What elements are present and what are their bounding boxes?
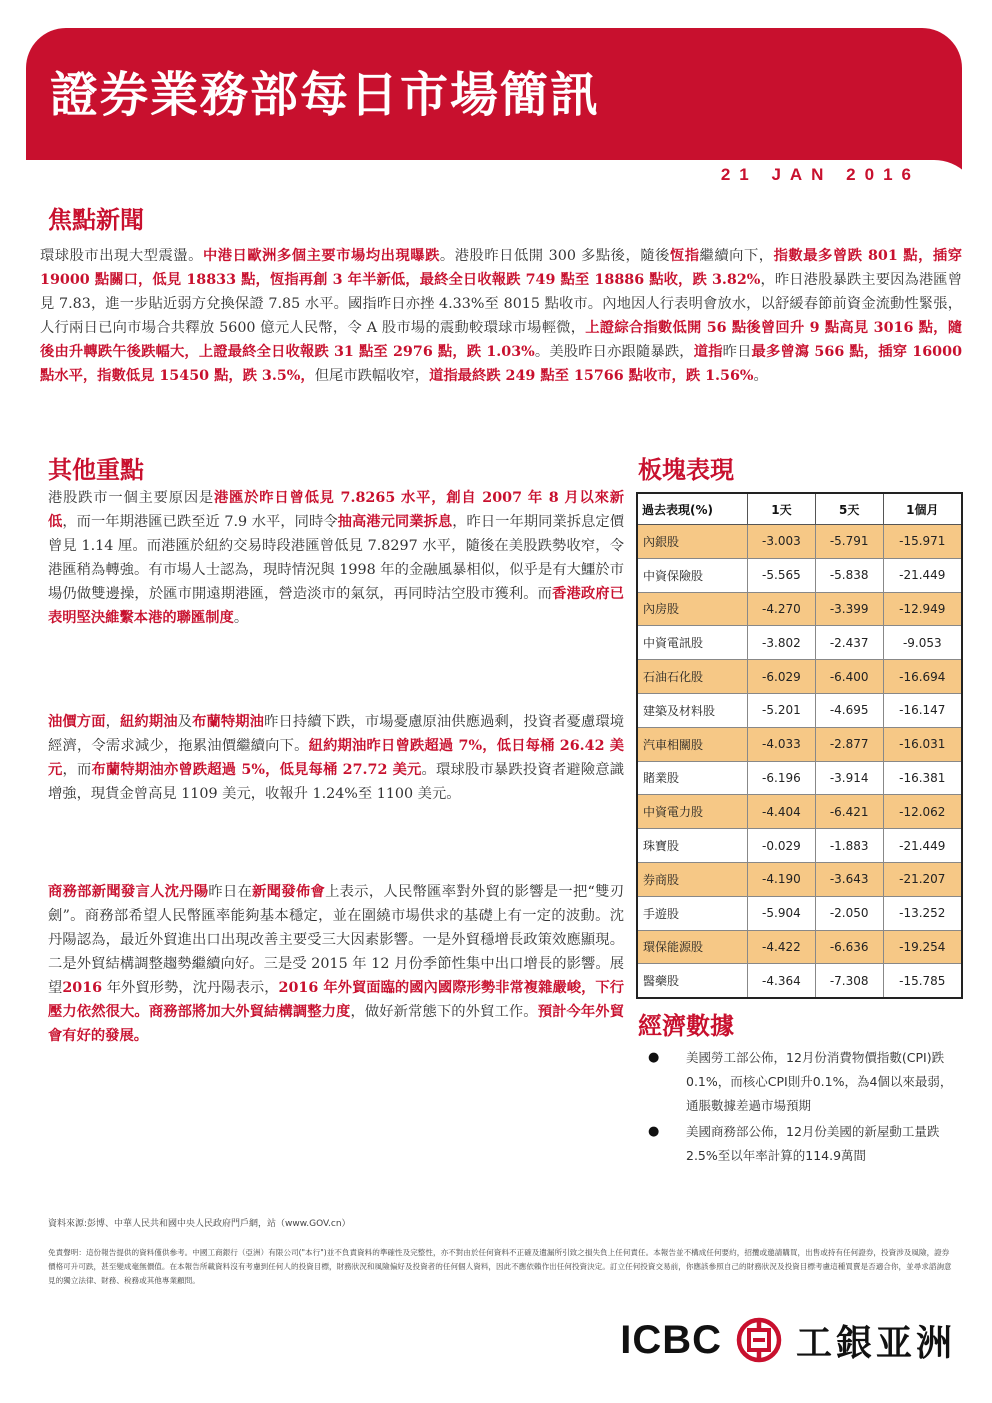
sector-name: 石油石化股 bbox=[637, 660, 748, 694]
sector-performance-heading: 板塊表現 bbox=[638, 456, 734, 484]
sector-value: -21.207 bbox=[883, 862, 962, 896]
other-highlights-p2 bbox=[48, 710, 624, 806]
body-text: ， bbox=[105, 714, 121, 730]
sector-name: 手遊股 bbox=[637, 896, 748, 930]
sector-value: -4.695 bbox=[815, 693, 883, 727]
sector-value: -6.421 bbox=[815, 795, 883, 829]
body-text: 。港股昨日低開 300 多點後，隨後 bbox=[439, 248, 670, 264]
sector-value: -2.877 bbox=[815, 727, 883, 761]
sector-value: -4.422 bbox=[748, 930, 816, 964]
other-highlights-heading: 其他重點 bbox=[48, 456, 144, 484]
sector-name: 賭業股 bbox=[637, 761, 748, 795]
highlight-text: 紐約期油昨日曾跌超過 7%，低日每桶 26.42 美元 bbox=[48, 738, 625, 778]
body-text: 港股跌市一個主要原因是 bbox=[48, 490, 215, 506]
sector-value: -5.791 bbox=[815, 525, 883, 559]
sector-value: -3.802 bbox=[748, 626, 816, 660]
sector-value: -3.399 bbox=[815, 592, 883, 626]
body-text: ，做好新常態下的外貿工作。 bbox=[350, 1004, 538, 1020]
sector-value: -15.971 bbox=[883, 525, 962, 559]
highlight-text: 紐約期油 bbox=[120, 714, 178, 730]
sector-name: 醫藥股 bbox=[637, 964, 748, 998]
table-row bbox=[637, 896, 962, 930]
highlight-text: 布蘭特期油 bbox=[192, 714, 265, 730]
sector-value: -19.254 bbox=[883, 930, 962, 964]
highlight-text: 布蘭特期油亦曾跌超過 5%，低見每桶 27.72 美元 bbox=[91, 762, 422, 778]
sector-name: 券商股 bbox=[637, 862, 748, 896]
column-header: 5天 bbox=[815, 493, 883, 525]
sector-value: -16.381 bbox=[883, 761, 962, 795]
highlight-text: 恆指 bbox=[669, 248, 700, 264]
list-item: ● 美國勞工部公佈，12月份消費物價指數(CPI)跌0.1%，而核心CPI則升0.1%，為4個以來最弱，通脹數據差過市場預期 bbox=[648, 1046, 964, 1118]
focus-news-body bbox=[40, 244, 962, 388]
table-row bbox=[637, 660, 962, 694]
sector-name: 環保能源股 bbox=[637, 930, 748, 964]
body-text: ，昨日一年期同業拆息定價曾見 1.14 厘。而港匯於紐約交易時段港匯曾低見 7.8297 水平，隨後在美股跌勢收窄，令港匯稍為轉強。有市場人士認為，現時情況與 1998 年的金融風暴相似，似乎是有大鱷於市場仍做雙邊操，於匯市開遠期港匯，營造淡市的氣氛，再同時沽空股市獲利。而 bbox=[48, 514, 625, 602]
highlight-text: 道指最終跌 249 點至 15766 點收市，跌 1.56% bbox=[429, 368, 754, 384]
economic-data-list bbox=[648, 1046, 964, 1170]
body-text: 環球股市出現大型震盪。 bbox=[40, 248, 203, 264]
body-text: 上表示，人民幣匯率對外貿的影響是一把“雙刃劍”。商務部希望人民幣匯率能夠基本穩定，並在圍繞市場供求的基礎上有一定的波動。沈丹陽認為，最近外貿進出口出現改善主要受三大因素影響。一是外貿穩增長政策效應顯現。二是外貿結構調整趨勢繼續向好。三是受 2015 年 12 月份季節性集中出口增長的影響。展望 bbox=[48, 884, 625, 996]
body-text: 但尾市跌幅收窄， bbox=[314, 368, 430, 384]
sector-performance-table bbox=[636, 492, 963, 999]
sector-value: -1.883 bbox=[815, 829, 883, 863]
sector-name: 建築及材料股 bbox=[637, 693, 748, 727]
highlight-text: 2016 bbox=[62, 980, 103, 996]
sector-value: -5.565 bbox=[748, 558, 816, 592]
table-header-row bbox=[637, 493, 962, 525]
highlight-text: 預計今年外貿會有好的發展。 bbox=[48, 1004, 624, 1044]
sector-value: -0.029 bbox=[748, 829, 816, 863]
sector-value: -21.449 bbox=[883, 829, 962, 863]
table-row bbox=[637, 829, 962, 863]
table-row bbox=[637, 525, 962, 559]
highlight-text: 港匯於昨日曾低見 7.8265 水平，創自 2007 年 8 月以來新低 bbox=[48, 490, 624, 530]
sector-value: -3.643 bbox=[815, 862, 883, 896]
sector-name: 珠寶股 bbox=[637, 829, 748, 863]
sector-value: -3.914 bbox=[815, 761, 883, 795]
sector-value: -5.904 bbox=[748, 896, 816, 930]
sector-value: -4.270 bbox=[748, 592, 816, 626]
sector-value: -12.062 bbox=[883, 795, 962, 829]
table-row bbox=[637, 626, 962, 660]
table-row bbox=[637, 795, 962, 829]
sector-name: 中資電力股 bbox=[637, 795, 748, 829]
disclaimer: 免責聲明：這份報告提供的資料僅供參考。中國工商銀行（亞洲）有限公司("本行")並不負責資料的準確性及完整性，亦不對由於任何資料不正確及遺漏所引致之損失負上任何責任。本報告並不構成任何要約，招攬或邀請購買，出售或持有任何證券，投資涉及風險，證券價格可升可跌，甚至變成毫無價值。在本報告所載資料沒有考慮到任何人的投資目標，財務狀況和風險偏好及投資者的任何個人資料，因此不應依賴作出任何投資決定。訂立任何投資交易前，你應該參照自己的財務狀況及投資目標考慮這種買賣是否適合你，並尋求諮詢意見的獨立法律、財務、稅務或其他專業顧問。 bbox=[48, 1248, 952, 1285]
body-text: 昨日在 bbox=[208, 884, 253, 900]
body-text: 昨日持續下跌，市場憂慮原油供應過剩，投資者憂慮環境經濟，令需求減少，拖累油價繼續向下。 bbox=[48, 714, 625, 754]
highlight-text: 最多曾瀉 566 點，插穿 16000 點水平，指數低見 15450 點，跌 3.5%， bbox=[40, 344, 963, 384]
icbc-logo bbox=[620, 1318, 956, 1362]
highlight-text: 指數最多曾跌 801 點，插穿 19000 點關口，低見 18833 點，恆指再創 3 年半新低，最終全日收報跌 749 點至 18886 點收，跌 3.82% bbox=[40, 248, 963, 288]
body-text: 。環球股市暴跌投資者避險意識增強，現貨金曾高見 1109 美元，收報升 1.24%至 1100 美元。 bbox=[48, 762, 625, 802]
data-source: 資料來源:彭博、中華人民共和國中央人民政府門戶網，站（www.GOV.cn） bbox=[48, 1219, 351, 1229]
table-row bbox=[637, 761, 962, 795]
sector-value: -5.838 bbox=[815, 558, 883, 592]
table-row bbox=[637, 964, 962, 998]
body-text: ，而 bbox=[62, 762, 92, 778]
highlight-text: 抽高港元同業拆息 bbox=[337, 514, 453, 530]
column-header: 1天 bbox=[748, 493, 816, 525]
highlight-text: 商務部新聞發言人沈丹陽 bbox=[48, 884, 209, 900]
sector-name: 中資電訊股 bbox=[637, 626, 748, 660]
sector-value: -6.636 bbox=[815, 930, 883, 964]
highlight-text: 新聞發佈會 bbox=[252, 884, 326, 900]
sector-value: -3.003 bbox=[748, 525, 816, 559]
highlight-text: 香港政府已表明堅決維繫本港的聯匯制度 bbox=[48, 586, 625, 626]
body-text: 及 bbox=[177, 714, 193, 730]
sector-value: -21.449 bbox=[883, 558, 962, 592]
sector-value: -12.949 bbox=[883, 592, 962, 626]
body-text: ，而一年期港匯已跌至近 7.9 水平，同時令 bbox=[62, 514, 338, 530]
highlight-text: 2016 年外貿面臨的國內國際形勢非常複雜嚴峻，下行壓力依然很大。商務部將加大外貿結構調整力度 bbox=[48, 980, 625, 1020]
column-header: 1個月 bbox=[883, 493, 962, 525]
sector-value: -4.033 bbox=[748, 727, 816, 761]
other-highlights-p1 bbox=[48, 486, 624, 630]
page-title: 證券業務部每日市場簡訊 bbox=[50, 67, 601, 123]
sector-name: 汽車相關股 bbox=[637, 727, 748, 761]
body-text: ，昨日港股暴跌主要因為港匯曾見 7.83，進一步貼近弱方兌換保證 7.85 水平。國指昨日亦挫 4.33%至 8015 點收市。內地因人行表明會放水，以舒緩春節前資金流動性緊張，人行兩日已向市場合共釋放 5600 億元人民幣，令 A 股市場的震動較環球市場輕微， bbox=[40, 272, 963, 336]
highlight-text: 油價方面 bbox=[48, 714, 106, 730]
report-date: 21 JAN 2016 bbox=[720, 165, 920, 184]
sector-name: 內銀股 bbox=[637, 525, 748, 559]
sector-value: -2.437 bbox=[815, 626, 883, 660]
sector-value: -9.053 bbox=[883, 626, 962, 660]
body-text: 繼續向下， bbox=[699, 248, 774, 264]
sector-value: -6.029 bbox=[748, 660, 816, 694]
sector-value: -6.196 bbox=[748, 761, 816, 795]
list-item: ● 美國商務部公佈，12月份美國的新屋動工量跌2.5%至以年率計算的114.9萬間 bbox=[648, 1120, 964, 1168]
sector-name: 中資保險股 bbox=[637, 558, 748, 592]
sector-value: -5.201 bbox=[748, 693, 816, 727]
icbc-emblem-icon bbox=[736, 1317, 782, 1363]
logo-text-cn: 工銀亚洲 bbox=[795, 1322, 956, 1364]
sector-value: -15.785 bbox=[883, 964, 962, 998]
economic-data-heading: 經濟數據 bbox=[638, 1012, 734, 1040]
sector-value: -16.031 bbox=[883, 727, 962, 761]
highlight-text: 中港日歐洲多個主要市場均出現曝跌 bbox=[202, 248, 440, 264]
sector-value: -4.364 bbox=[748, 964, 816, 998]
column-header: 過去表現(%) bbox=[637, 493, 748, 525]
sector-value: -13.252 bbox=[883, 896, 962, 930]
body-text: 。美股昨日亦跟隨暴跌， bbox=[534, 344, 694, 360]
sector-value: -7.308 bbox=[815, 964, 883, 998]
sector-value: -4.190 bbox=[748, 862, 816, 896]
sector-value: -16.694 bbox=[883, 660, 962, 694]
body-text: 。 bbox=[753, 368, 768, 384]
table-row bbox=[637, 558, 962, 592]
body-text: 。 bbox=[233, 610, 249, 626]
table-row bbox=[637, 693, 962, 727]
table-row bbox=[637, 727, 962, 761]
sector-value: -2.050 bbox=[815, 896, 883, 930]
table-row bbox=[637, 592, 962, 626]
highlight-text: 上證綜合指數低開 56 點後曾回升 9 點高見 3016 點，隨後由升轉跌午後跌幅大，上證最終全日收報跌 31 點至 2976 點，跌 1.03% bbox=[40, 320, 962, 360]
table-row bbox=[637, 930, 962, 964]
table-row bbox=[637, 862, 962, 896]
sector-value: -6.400 bbox=[815, 660, 883, 694]
sector-value: -16.147 bbox=[883, 693, 962, 727]
logo-text-en: ICBC bbox=[620, 1317, 722, 1362]
sector-name: 內房股 bbox=[637, 592, 748, 626]
body-text: 昨日 bbox=[722, 344, 752, 360]
highlight-text: 道指 bbox=[693, 344, 723, 360]
sector-value: -4.404 bbox=[748, 795, 816, 829]
focus-news-heading: 焦點新聞 bbox=[48, 206, 144, 234]
body-text: 年外貿形勢，沈丹陽表示， bbox=[102, 980, 279, 996]
other-highlights-p3 bbox=[48, 880, 624, 1048]
